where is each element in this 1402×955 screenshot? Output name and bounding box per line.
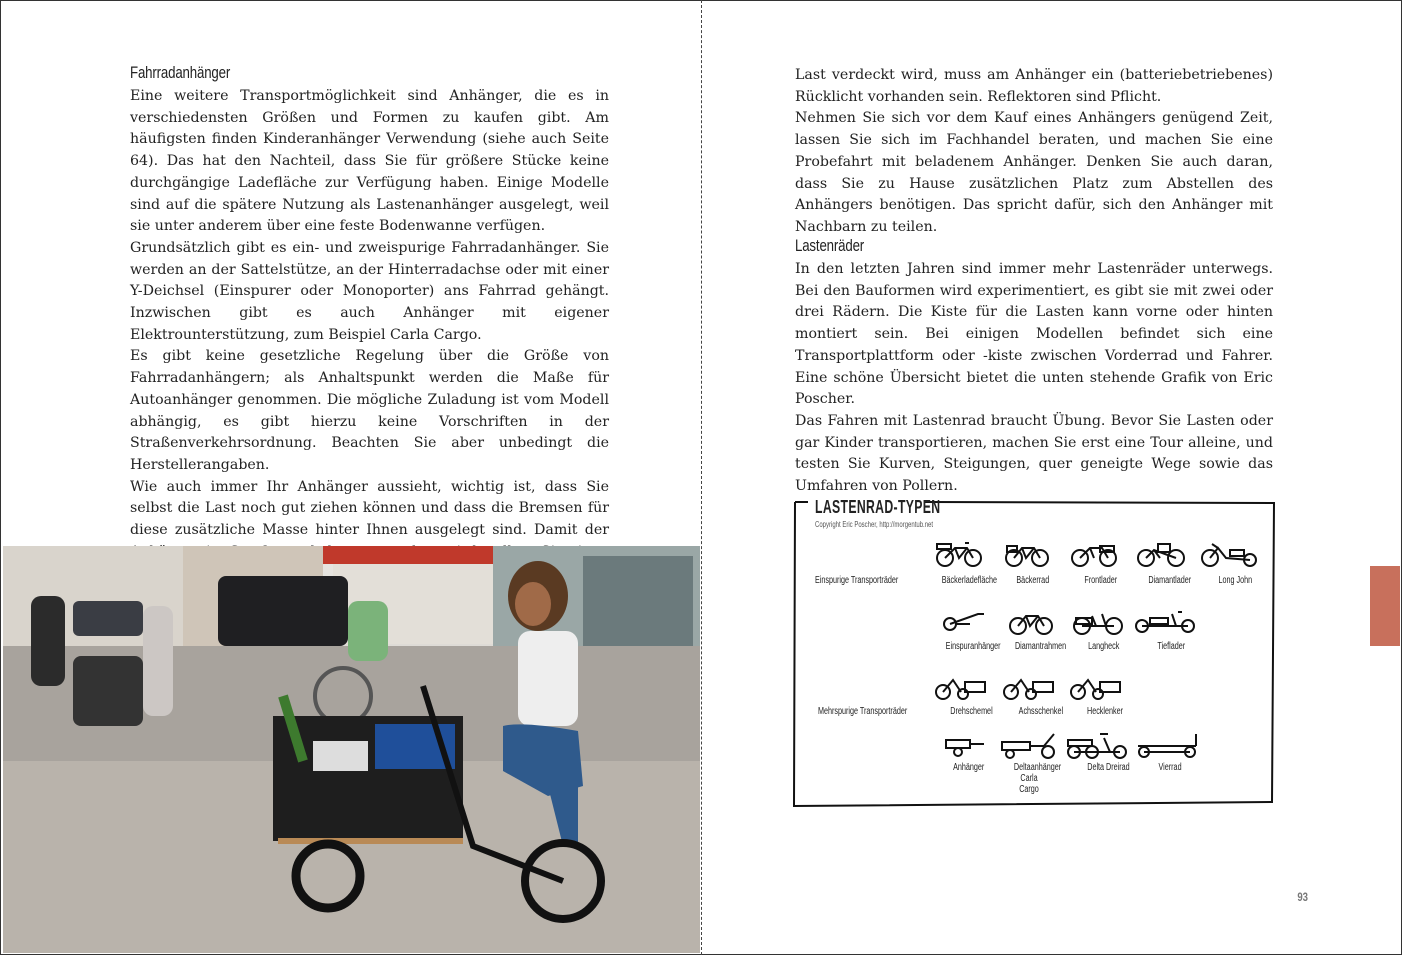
trailer-icon xyxy=(942,734,988,760)
type-label: Anhänger xyxy=(953,762,985,773)
bicycle-icon xyxy=(1070,540,1118,568)
type-label: Drehschemel xyxy=(950,706,993,717)
spine-divider xyxy=(701,0,702,955)
lastenrad-typen-chart xyxy=(790,490,1280,810)
type-label: Bäckerrad xyxy=(1016,575,1050,586)
paragraph: Das Fahren mit Lastenrad braucht Übung. Bevor Sie Lasten oder gar Kinder transportieren, machen Sie erst eine Tour alleine, und testen Sie Kurven, Steigungen, quer geneigte Wege sowie das Umfahren von Pollern. xyxy=(795,412,1273,495)
right-column-bottom xyxy=(795,233,1273,498)
paragraph: Es gibt keine gesetzliche Regelung über die Größe von Fahrradanhängern; als Anhaltspunkt werden die Maße für Autoanhänger genommen. Die mögliche Zuladung ist vom Modell abhängig, es gibt hierzu keine Vorschriften in der Straßenverkehrsordnung. Beachten Sie aber unbedingt die Herstellerangaben. xyxy=(130,348,609,473)
chapter-tab xyxy=(1370,566,1400,646)
page-number: 93 xyxy=(1297,890,1309,904)
bicycle-icon xyxy=(1072,608,1124,636)
paragraph: Nehmen Sie sich vor dem Kauf eines Anhängers genügend Zeit, lassen Sie sich im Fachhandel beraten, und machen Sie eine Probefahrt mit beladenem Anhänger. Denken Sie auch daran, dass Sie zu Hause zusätzlichen Platz zum Abstellen des Anhängers benötigen. Das spricht dafür, sich den Anhänger mit Nachbarn zu teilen. xyxy=(795,110,1273,235)
type-label: Diamantlader xyxy=(1148,575,1192,586)
paragraph: In den letzten Jahren sind immer mehr Lastenräder unterwegs. Bei den Bauformen wird experimentiert, es gibt sie mit zwei oder drei Rädern. Die Kiste für die Lasten kann vorne oder hinten montiert sein. Bei einigen Modellen befindet sich eine Transportplattform oder -kiste zwischen Vorderrad und Fahrer. Eine schöne Übersicht bietet die unten stehende Grafik von Eric Poscher. xyxy=(795,261,1273,408)
type-label: Frontlader xyxy=(1084,575,1118,586)
type-label: Achsschenkel xyxy=(1018,706,1064,717)
heading-fahrradanhaenger: Fahrradanhänger xyxy=(130,63,231,82)
type-label: Delta Dreirad xyxy=(1087,762,1130,773)
bicycle-icon xyxy=(935,540,983,568)
bicycle-icon xyxy=(940,608,986,634)
type-label: Diamantrahmen xyxy=(1014,641,1067,652)
type-label: Vierrad xyxy=(1158,762,1182,773)
type-label: Hecklenker xyxy=(1087,706,1124,717)
type-label: Tieflader xyxy=(1157,641,1186,652)
paragraph: Last verdeckt wird, muss am Anhänger ein (batteriebetriebenes) Rücklicht vorhanden sein. Reflektoren sind Pflicht. xyxy=(795,67,1273,105)
bicycle-icon xyxy=(1068,674,1124,702)
chart-copyright: Copyright Eric Poscher, http://morgentub.net xyxy=(815,520,934,529)
heading-lastenraeder: Lastenräder xyxy=(795,236,865,255)
chart-title: LASTENRAD-TYPEN xyxy=(815,497,941,517)
group-label: Einspurige Transporträder xyxy=(815,575,899,586)
type-label: Bäckerladefläche xyxy=(941,575,997,586)
paragraph: Wie auch immer Ihr Anhänger aussieht, wichtig ist, dass Sie selbst die Last noch gut ziehen können und dass die Bremsen für diese zusätzliche Masse hinter Ihnen ausgelegt sind. Damit der xyxy=(130,478,609,539)
left-column xyxy=(130,60,609,607)
group-label: Mehrspurige Transporträder xyxy=(818,706,908,717)
trailer-icon xyxy=(998,730,1060,760)
paragraph: Grundsätzlich gibt es ein- und zweispurige Fahrradanhänger. Sie werden an der Sattelstütze, an der Hinterradachse oder mit einer Y-Deichsel (Einspurer oder Monoporter) ans Fahrrad gehängt. Inzwischen gibt es auch Anhänger mit eigener Elektrounterstützung, zum Beispiel Carla Cargo. xyxy=(130,239,609,343)
type-label: Long John xyxy=(1218,575,1253,586)
quadricycle-icon xyxy=(1134,730,1200,760)
type-label: Einspuranhänger xyxy=(945,641,1001,652)
photo-illustration xyxy=(3,546,700,953)
bicycle-icon xyxy=(1008,608,1054,636)
type-label: Langheck xyxy=(1088,641,1120,652)
right-column-top xyxy=(795,65,1273,239)
bicycle-icon xyxy=(1132,608,1198,636)
tricycle-icon xyxy=(1064,730,1130,760)
paragraph: Eine weitere Transportmöglichkeit sind Anhänger, die es in verschiedensten Größen und Formen zu kaufen gibt. Am häufigsten finden Kinderanhänger Verwendung (siehe auch Seite 64). Das hat den Nachteil, dass Sie für größere Stücke keine durchgängige Ladefläche zur Verfügung haben. Einige Modelle sind auf die spätere Nutzung als Lastenanhänger ausgelegt, weil sie unter anderem über eine feste Bodenwanne verfügen. xyxy=(130,88,609,235)
bicycle-icon xyxy=(1200,540,1260,568)
cargo-bike-photo xyxy=(3,546,700,953)
type-label: Deltaanhänger Carla Cargo xyxy=(1013,762,1062,795)
bicycle-icon xyxy=(1001,674,1057,702)
bicycle-icon xyxy=(1004,540,1050,568)
bicycle-icon xyxy=(1136,540,1186,568)
bicycle-icon xyxy=(933,674,989,702)
